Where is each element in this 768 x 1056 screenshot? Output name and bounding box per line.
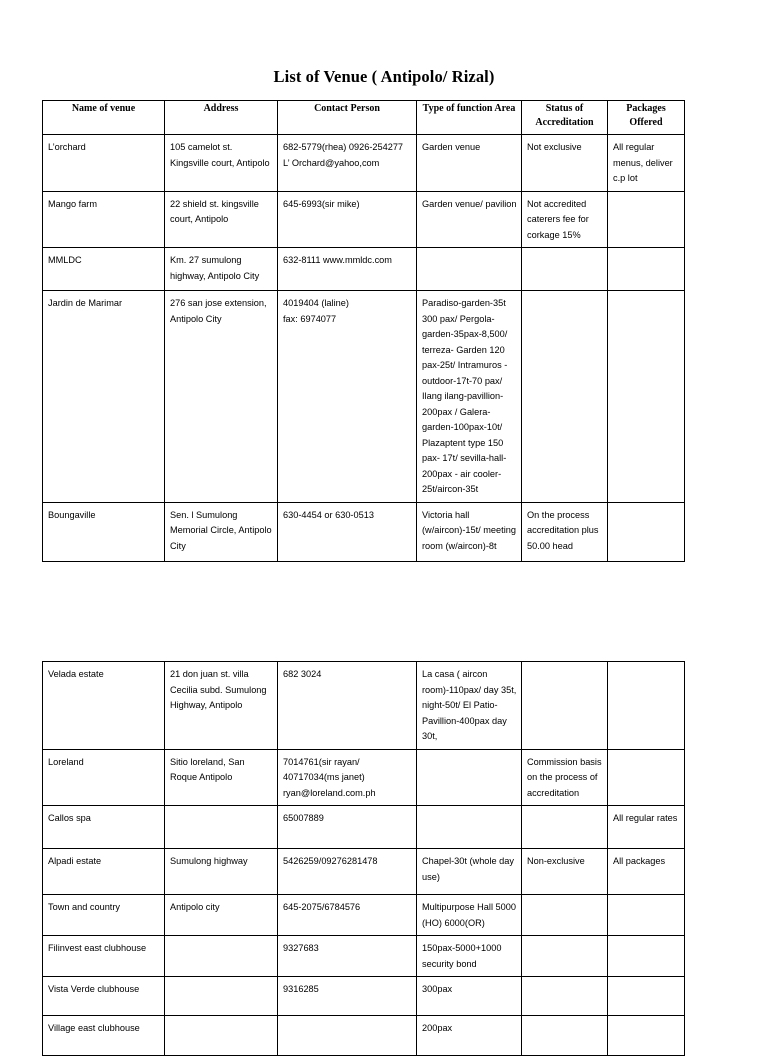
venue-contact <box>278 1016 417 1056</box>
table-row <box>43 291 685 503</box>
venue-function-area: La casa ( aircon room)-110pax/ day 35t, night-50t/ El Patio-Pavillion-400pax day 30t, <box>417 662 522 750</box>
page-title: List of Venue ( Antipolo/ Rizal) <box>273 67 495 86</box>
table-row <box>43 806 685 849</box>
venue-status: Commission basis on the process of accreditation <box>522 749 608 806</box>
header-name-of-venue: Name of venue <box>43 101 165 135</box>
venue-address: Sumulong highway <box>165 849 278 895</box>
venue-address: Km. 27 sumulong highway, Antipolo City <box>165 248 278 291</box>
venue-contact: 65007889 <box>278 806 417 849</box>
venue-packages <box>608 191 685 248</box>
table-row <box>43 248 685 291</box>
venue-function-area: Multipurpose Hall 5000 (HO) 6000(OR) <box>417 895 522 936</box>
venue-packages <box>608 662 685 750</box>
venue-packages <box>608 1016 685 1056</box>
header-contact-person: Contact Person <box>278 101 417 135</box>
venue-status <box>522 248 608 291</box>
header-status: Status of Accreditation <box>522 101 608 135</box>
venue-function-area: 200pax <box>417 1016 522 1056</box>
table-row <box>43 662 685 750</box>
venue-name: Mango farm <box>43 191 165 248</box>
venue-packages: All packages <box>608 849 685 895</box>
venue-packages <box>608 895 685 936</box>
venue-address: 21 don juan st. villa Cecilia subd. Sumulong Highway, Antipolo <box>165 662 278 750</box>
venue-status <box>522 806 608 849</box>
venue-status: Non-exclusive <box>522 849 608 895</box>
venue-status <box>522 936 608 977</box>
venue-function-area: Garden venue <box>417 135 522 192</box>
venue-contact: 645-6993(sir mike) <box>278 191 417 248</box>
table-row <box>43 1016 685 1056</box>
venue-packages <box>608 936 685 977</box>
venue-address: 105 camelot st. Kingsville court, Antipolo <box>165 135 278 192</box>
venue-contact: 632-8111 www.mmldc.com <box>278 248 417 291</box>
header-packages: Packages Offered <box>608 101 685 135</box>
venue-name: Alpadi estate <box>43 849 165 895</box>
venue-address: Sitio loreland, San Roque Antipolo <box>165 749 278 806</box>
venue-status <box>522 977 608 1016</box>
venue-name: MMLDC <box>43 248 165 291</box>
venue-address: 22 shield st. kingsville court, Antipolo <box>165 191 278 248</box>
venue-contact: 4019404 (laline) fax: 6974077 <box>278 291 417 503</box>
venue-packages <box>608 291 685 503</box>
venue-name: Town and country <box>43 895 165 936</box>
venue-packages <box>608 248 685 291</box>
venue-address: 276 san jose extension, Antipolo City <box>165 291 278 503</box>
table-row <box>43 749 685 806</box>
venue-name: L’orchard <box>43 135 165 192</box>
venue-status <box>522 662 608 750</box>
venue-name: Village east clubhouse <box>43 1016 165 1056</box>
venue-function-area: 300pax <box>417 977 522 1016</box>
venue-contact: 645-2075/6784576 <box>278 895 417 936</box>
venue-contact: 630-4454 or 630-0513 <box>278 502 417 561</box>
venue-function-area: Chapel-30t (whole day use) <box>417 849 522 895</box>
venue-name: Vista Verde clubhouse <box>43 977 165 1016</box>
table-row <box>43 936 685 977</box>
venue-address <box>165 977 278 1016</box>
venue-packages <box>608 502 685 561</box>
venue-function-area: Paradiso-garden-35t 300 pax/ Pergola-garden-35pax-8,500/ terreza- Garden 120 pax-25t/ Intramuros -outdoor-17t-70 pax/ Ilang ilang-pavillion-200pax / Galera-garden-100pax-10t/ Plazaptent type 150 pax- 17t/ sevilla-hall-200pax - air cooler-25t/aircon-35t <box>417 291 522 503</box>
venue-packages: All regular rates <box>608 806 685 849</box>
venue-function-area <box>417 248 522 291</box>
venue-name: Velada estate <box>43 662 165 750</box>
venue-name: Jardin de Marimar <box>43 291 165 503</box>
venue-name: Callos spa <box>43 806 165 849</box>
venue-address: Sen. l Sumulong Memorial Circle, Antipolo City <box>165 502 278 561</box>
venue-address <box>165 936 278 977</box>
venue-status <box>522 291 608 503</box>
venue-contact: 7014761(sir rayan/ 40717034(ms janet) ryan@loreland.com.ph <box>278 749 417 806</box>
venue-function-area <box>417 749 522 806</box>
venue-name: Filinvest east clubhouse <box>43 936 165 977</box>
venue-packages <box>608 749 685 806</box>
venue-function-area: 150pax-5000+1000 security bond <box>417 936 522 977</box>
venue-name: Boungaville <box>43 502 165 561</box>
venue-status <box>522 1016 608 1056</box>
venue-function-area: Victoria hall (w/aircon)-15t/ meeting room (w/aircon)-8t <box>417 502 522 561</box>
venue-address: Antipolo city <box>165 895 278 936</box>
venue-status: Not accredited caterers fee for corkage 15% <box>522 191 608 248</box>
venue-contact: 5426259/09276281478 <box>278 849 417 895</box>
venue-status <box>522 895 608 936</box>
venue-status: On the process accreditation plus 50.00 head <box>522 502 608 561</box>
venue-table-1 <box>42 100 685 562</box>
table-row <box>43 191 685 248</box>
venue-packages: All regular menus, deliver c.p lot <box>608 135 685 192</box>
table-row <box>43 135 685 192</box>
venue-address <box>165 1016 278 1056</box>
venue-table-2 <box>42 661 685 1056</box>
venue-contact: 9316285 <box>278 977 417 1016</box>
venue-contact: 9327683 <box>278 936 417 977</box>
table-row <box>43 977 685 1016</box>
venue-function-area <box>417 806 522 849</box>
venue-name: Loreland <box>43 749 165 806</box>
venue-contact: 682 3024 <box>278 662 417 750</box>
venue-function-area: Garden venue/ pavilion <box>417 191 522 248</box>
venue-packages <box>608 977 685 1016</box>
header-function-area: Type of function Area <box>417 101 522 135</box>
venue-contact: 682-5779(rhea) 0926-254277 L’ Orchard@yahoo,com <box>278 135 417 192</box>
table-row <box>43 849 685 895</box>
table-row <box>43 895 685 936</box>
table-row <box>43 502 685 561</box>
venue-status: Not exclusive <box>522 135 608 192</box>
header-address: Address <box>165 101 278 135</box>
venue-address <box>165 806 278 849</box>
